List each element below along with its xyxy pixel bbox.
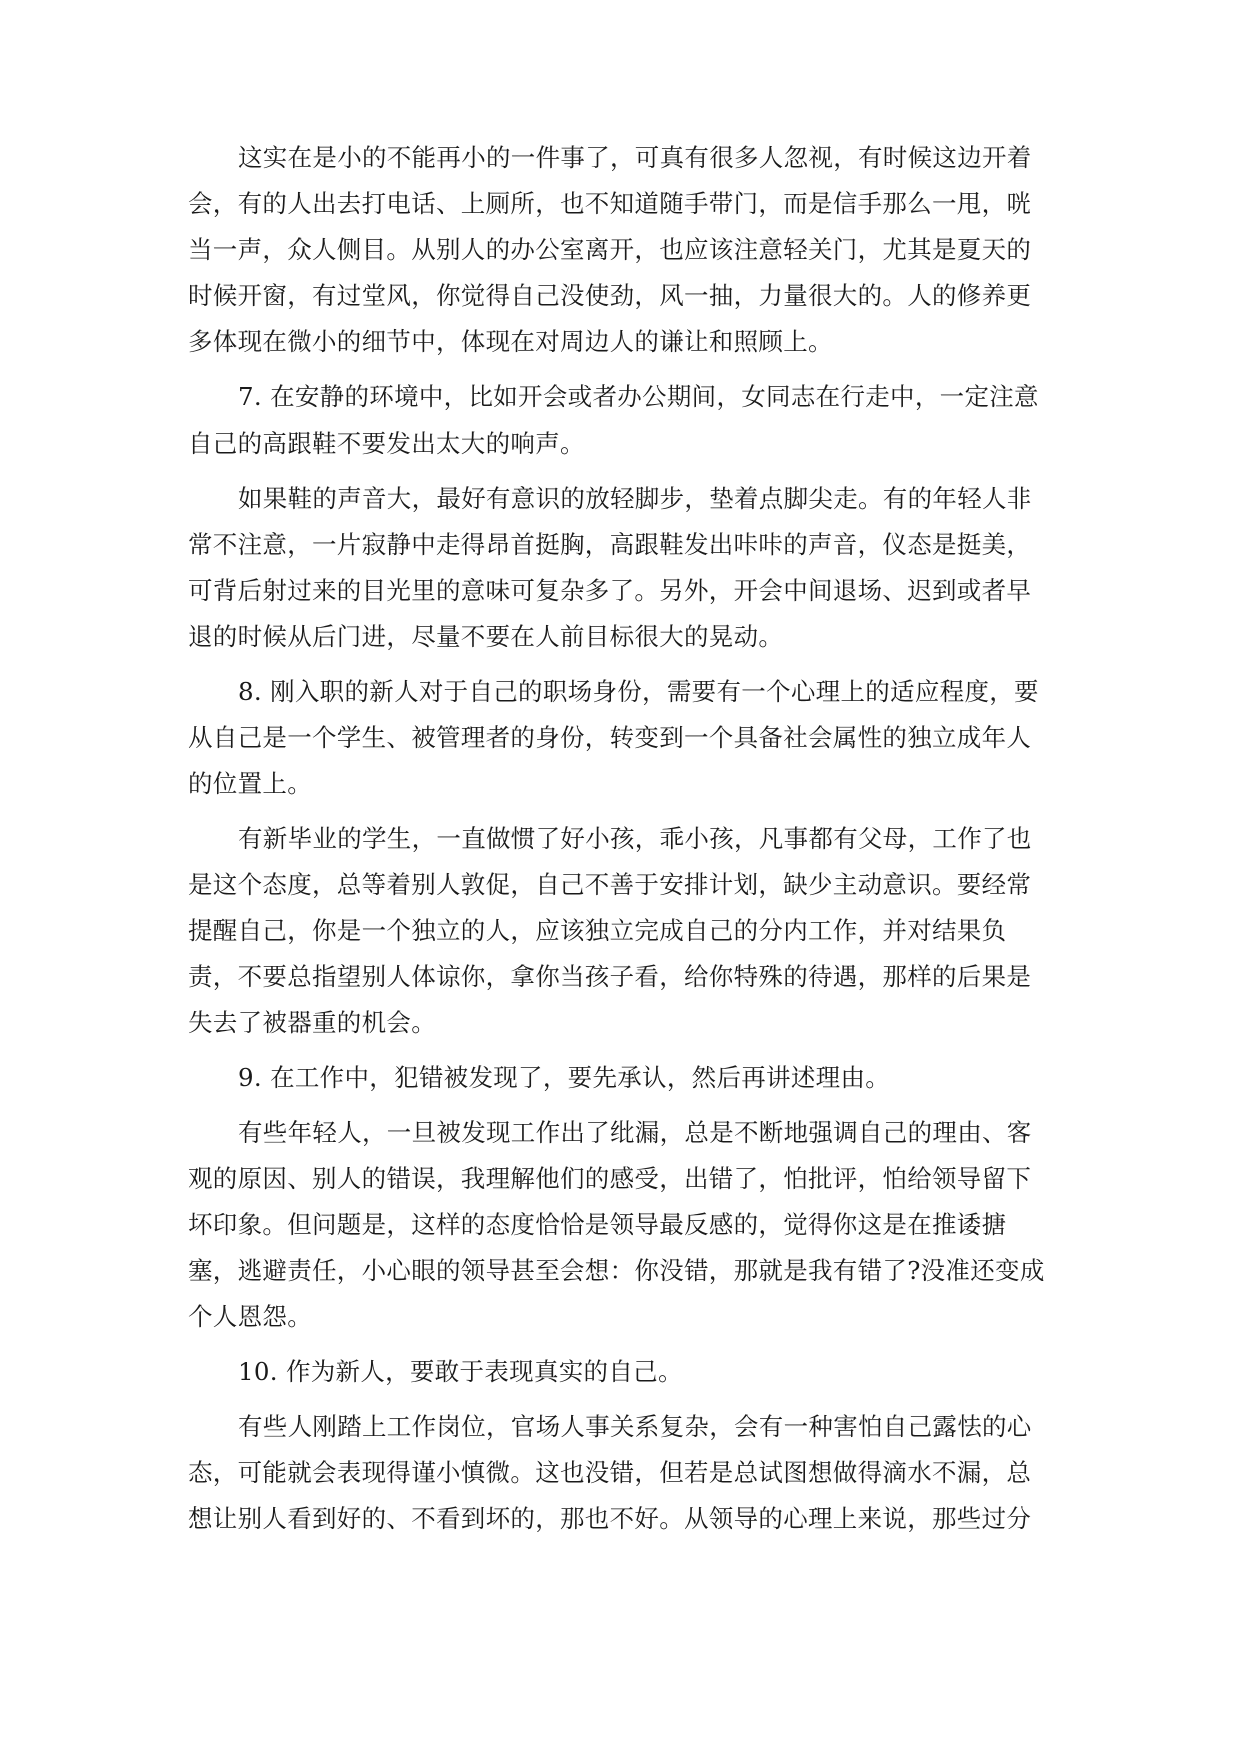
text-line: 态，可能就会表现得谨小慎微。这也没错，但若是总试图想做得滴水不漏，总 <box>188 1458 1032 1487</box>
text-line: 如果鞋的声音大，最好有意识的放轻脚步，垫着点脚尖走。有的年轻人非 <box>238 484 1032 513</box>
text-line: 坏印象。但问题是，这样的态度恰恰是领导最反感的，觉得你这是在推诿搪 <box>188 1210 1007 1239</box>
text-line: 个人恩怨。 <box>188 1302 312 1331</box>
text-line: 可背后射过来的目光里的意味可复杂多了。另外，开会中间退场、迟到或者早 <box>188 576 1032 605</box>
text-line: 9. 在工作中，犯错被发现了，要先承认，然后再讲述理由。 <box>238 1063 891 1092</box>
text-line: 这实在是小的不能再小的一件事了，可真有很多人忽视，有时候这边开着 <box>238 143 1032 172</box>
text-line: 责，不要总指望别人体谅你，拿你当孩子看，给你特殊的待遇，那样的后果是 <box>188 962 1032 991</box>
text-line: 多体现在微小的细节中，体现在对周边人的谦让和照顾上。 <box>188 327 833 356</box>
text-line: 有些年轻人，一旦被发现工作出了纰漏，总是不断地强调自己的理由、客 <box>238 1118 1032 1147</box>
text-line: 常不注意，一片寂静中走得昂首挺胸，高跟鞋发出咔咔的声音，仪态是挺美， <box>188 530 1032 559</box>
text-line: 的位置上。 <box>188 769 312 798</box>
text-line: 当一声，众人侧目。从别人的办公室离开，也应该注意轻关门，尤其是夏天的 <box>188 235 1032 264</box>
text-line: 提醒自己，你是一个独立的人，应该独立完成自己的分内工作，并对结果负 <box>188 916 1007 945</box>
text-line: 塞，逃避责任，小心眼的领导甚至会想：你没错，那就是我有错了?没准还变成 <box>188 1256 1045 1285</box>
text-line: 7. 在安静的环境中，比如开会或者办公期间，女同志在行走中，一定注意 <box>238 382 1039 411</box>
text-line: 有些人刚踏上工作岗位，官场人事关系复杂，会有一种害怕自己露怯的心 <box>238 1412 1032 1441</box>
text-line: 自己的高跟鞋不要发出太大的响声。 <box>188 429 585 458</box>
text-line: 8. 刚入职的新人对于自己的职场身份，需要有一个心理上的适应程度，要 <box>238 677 1039 706</box>
text-line: 是这个态度，总等着别人敦促，自己不善于安排计划，缺少主动意识。要经常 <box>188 870 1032 899</box>
text-line: 有新毕业的学生，一直做惯了好小孩，乖小孩，凡事都有父母，工作了也 <box>238 824 1032 853</box>
text-line: 想让别人看到好的、不看到坏的，那也不好。从领导的心理上来说，那些过分 <box>188 1504 1032 1533</box>
text-line: 10. 作为新人，要敢于表现真实的自己。 <box>238 1357 683 1386</box>
text-line: 失去了被器重的机会。 <box>188 1008 436 1037</box>
text-line: 会，有的人出去打电话、上厕所，也不知道随手带门，而是信手那么一甩，咣 <box>188 189 1032 218</box>
text-line: 退的时候从后门进，尽量不要在人前目标很大的晃动。 <box>188 622 784 651</box>
text-line: 观的原因、别人的错误，我理解他们的感受，出错了，怕批评，怕给领导留下 <box>188 1164 1032 1193</box>
text-line: 时候开窗，有过堂风，你觉得自己没使劲，风一抽，力量很大的。人的修养更 <box>188 281 1032 310</box>
text-line: 从自己是一个学生、被管理者的身份，转变到一个具备社会属性的独立成年人 <box>188 723 1032 752</box>
